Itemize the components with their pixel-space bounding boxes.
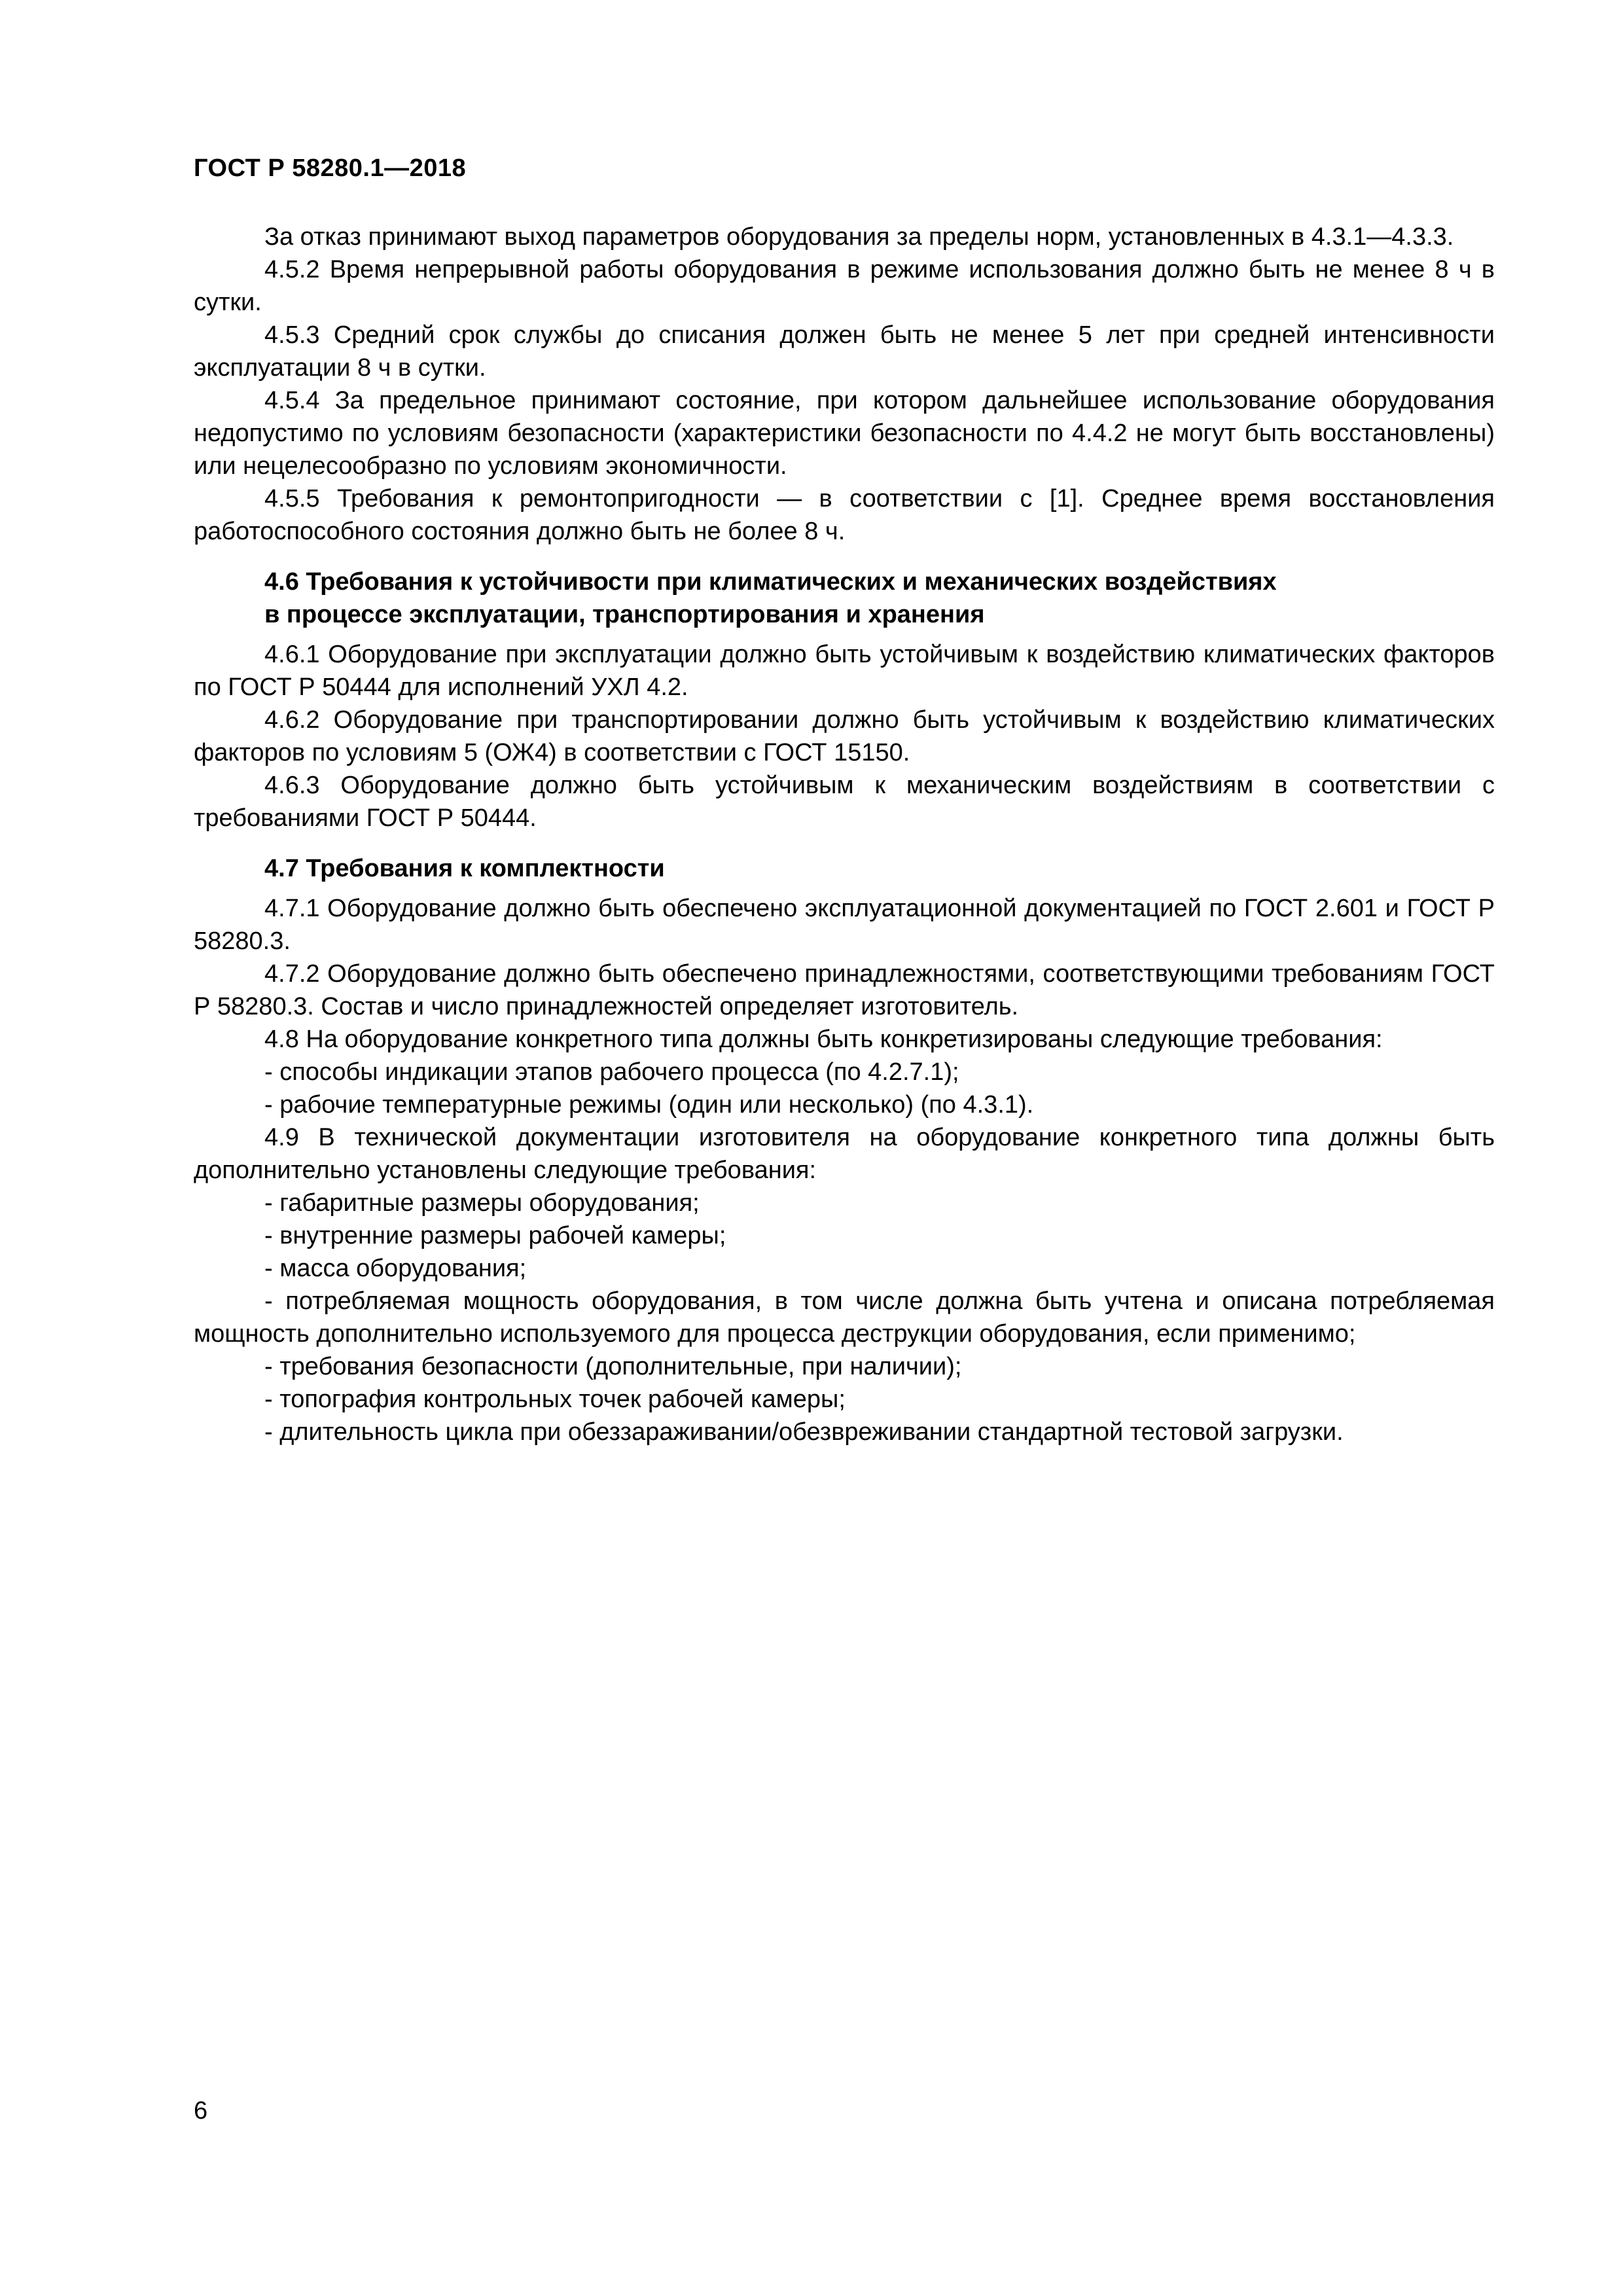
- list-item: - рабочие температурные режимы (один или несколько) (по 4.3.1).: [264, 1091, 1034, 1119]
- list-item: - требования безопасности (дополнительные, при наличии);: [264, 1353, 962, 1380]
- paragraph-4-8: 4.8 На оборудование конкретного типа должны быть конкретизированы следующие требования:: [264, 1026, 1383, 1053]
- list-item: - потребляемая мощность оборудования, в том числе должна быть учтена и описана потребляемая мощность дополнительно используемого для процесса деструкции оборудования, если применимо;: [194, 1287, 1495, 1348]
- paragraph-4-6-2: 4.6.2 Оборудование при транспортировании должно быть устойчивым к воздействию климатических факторов по условиям 5 (ОЖ4) в соответствии с ГОСТ 15150.: [194, 706, 1495, 766]
- section-heading-4-6-line2: в процессе эксплуатации, транспортирования и хранения: [264, 601, 985, 628]
- paragraph-4-6-3: 4.6.3 Оборудование должно быть устойчивым к механическим воздействиям в соответствии с требованиями ГОСТ Р 50444.: [194, 772, 1495, 832]
- paragraph-4-5-2: 4.5.2 Время непрерывной работы оборудования в режиме использования должно быть не менее 8 ч в сутки.: [194, 256, 1495, 316]
- section-heading-4-7: 4.7 Требования к комплектности: [264, 855, 665, 882]
- paragraph-4-5-3: 4.5.3 Средний срок службы до списания должен быть не менее 5 лет при средней интенсивности эксплуатации 8 ч в сутки.: [194, 321, 1495, 382]
- list-item: - длительность цикла при обеззараживании/обезвреживании стандартной тестовой загрузки.: [264, 1418, 1344, 1446]
- section-heading-4-6: [194, 565, 1495, 631]
- paragraph-4-7-2: 4.7.2 Оборудование должно быть обеспечено принадлежностями, соответствующими требованиям ГОСТ Р 58280.3. Состав и число принадлежностей определяет изготовитель.: [194, 960, 1495, 1020]
- list-item: - внутренние размеры рабочей камеры;: [264, 1222, 726, 1249]
- paragraph-failure-definition: За отказ принимают выход параметров оборудования за пределы норм, установленных в 4.3.1—4.3.3.: [264, 223, 1454, 251]
- document-header: ГОСТ Р 58280.1—2018: [194, 154, 467, 182]
- page-number: 6: [194, 2097, 208, 2125]
- list-item: - способы индикации этапов рабочего процесса (по 4.2.7.1);: [264, 1058, 959, 1086]
- list-item: - габаритные размеры оборудования;: [264, 1189, 700, 1217]
- section-heading-4-6-line1: 4.6 Требования к устойчивости при климатических и механических воздействиях: [264, 568, 1277, 596]
- paragraph-4-5-4: 4.5.4 За предельное принимают состояние, при котором дальнейшее использование оборудования недопустимо по условиям безопасности (характеристики безопасности по 4.4.2 не могут быть восстановлены) или нецелесообразно по условиям экономичности.: [194, 387, 1495, 480]
- paragraph-4-6-1: 4.6.1 Оборудование при эксплуатации должно быть устойчивым к воздействию климатических факторов по ГОСТ Р 50444 для исполнений УХЛ 4.2.: [194, 641, 1495, 701]
- list-item: - масса оборудования;: [264, 1255, 527, 1282]
- document-body: [194, 221, 1495, 1448]
- paragraph-4-9: 4.9 В технической документации изготовителя на оборудование конкретного типа должны быть дополнительно установлены следующие требования:: [194, 1124, 1495, 1184]
- paragraph-4-5-5: 4.5.5 Требования к ремонтопригодности — в соответствии с [1]. Среднее время восстановления работоспособного состояния должно быть не более 8 ч.: [194, 485, 1495, 545]
- paragraph-4-7-1: 4.7.1 Оборудование должно быть обеспечено эксплуатационной документацией по ГОСТ 2.601 и ГОСТ Р 58280.3.: [194, 895, 1495, 955]
- list-item: - топография контрольных точек рабочей камеры;: [264, 1386, 846, 1413]
